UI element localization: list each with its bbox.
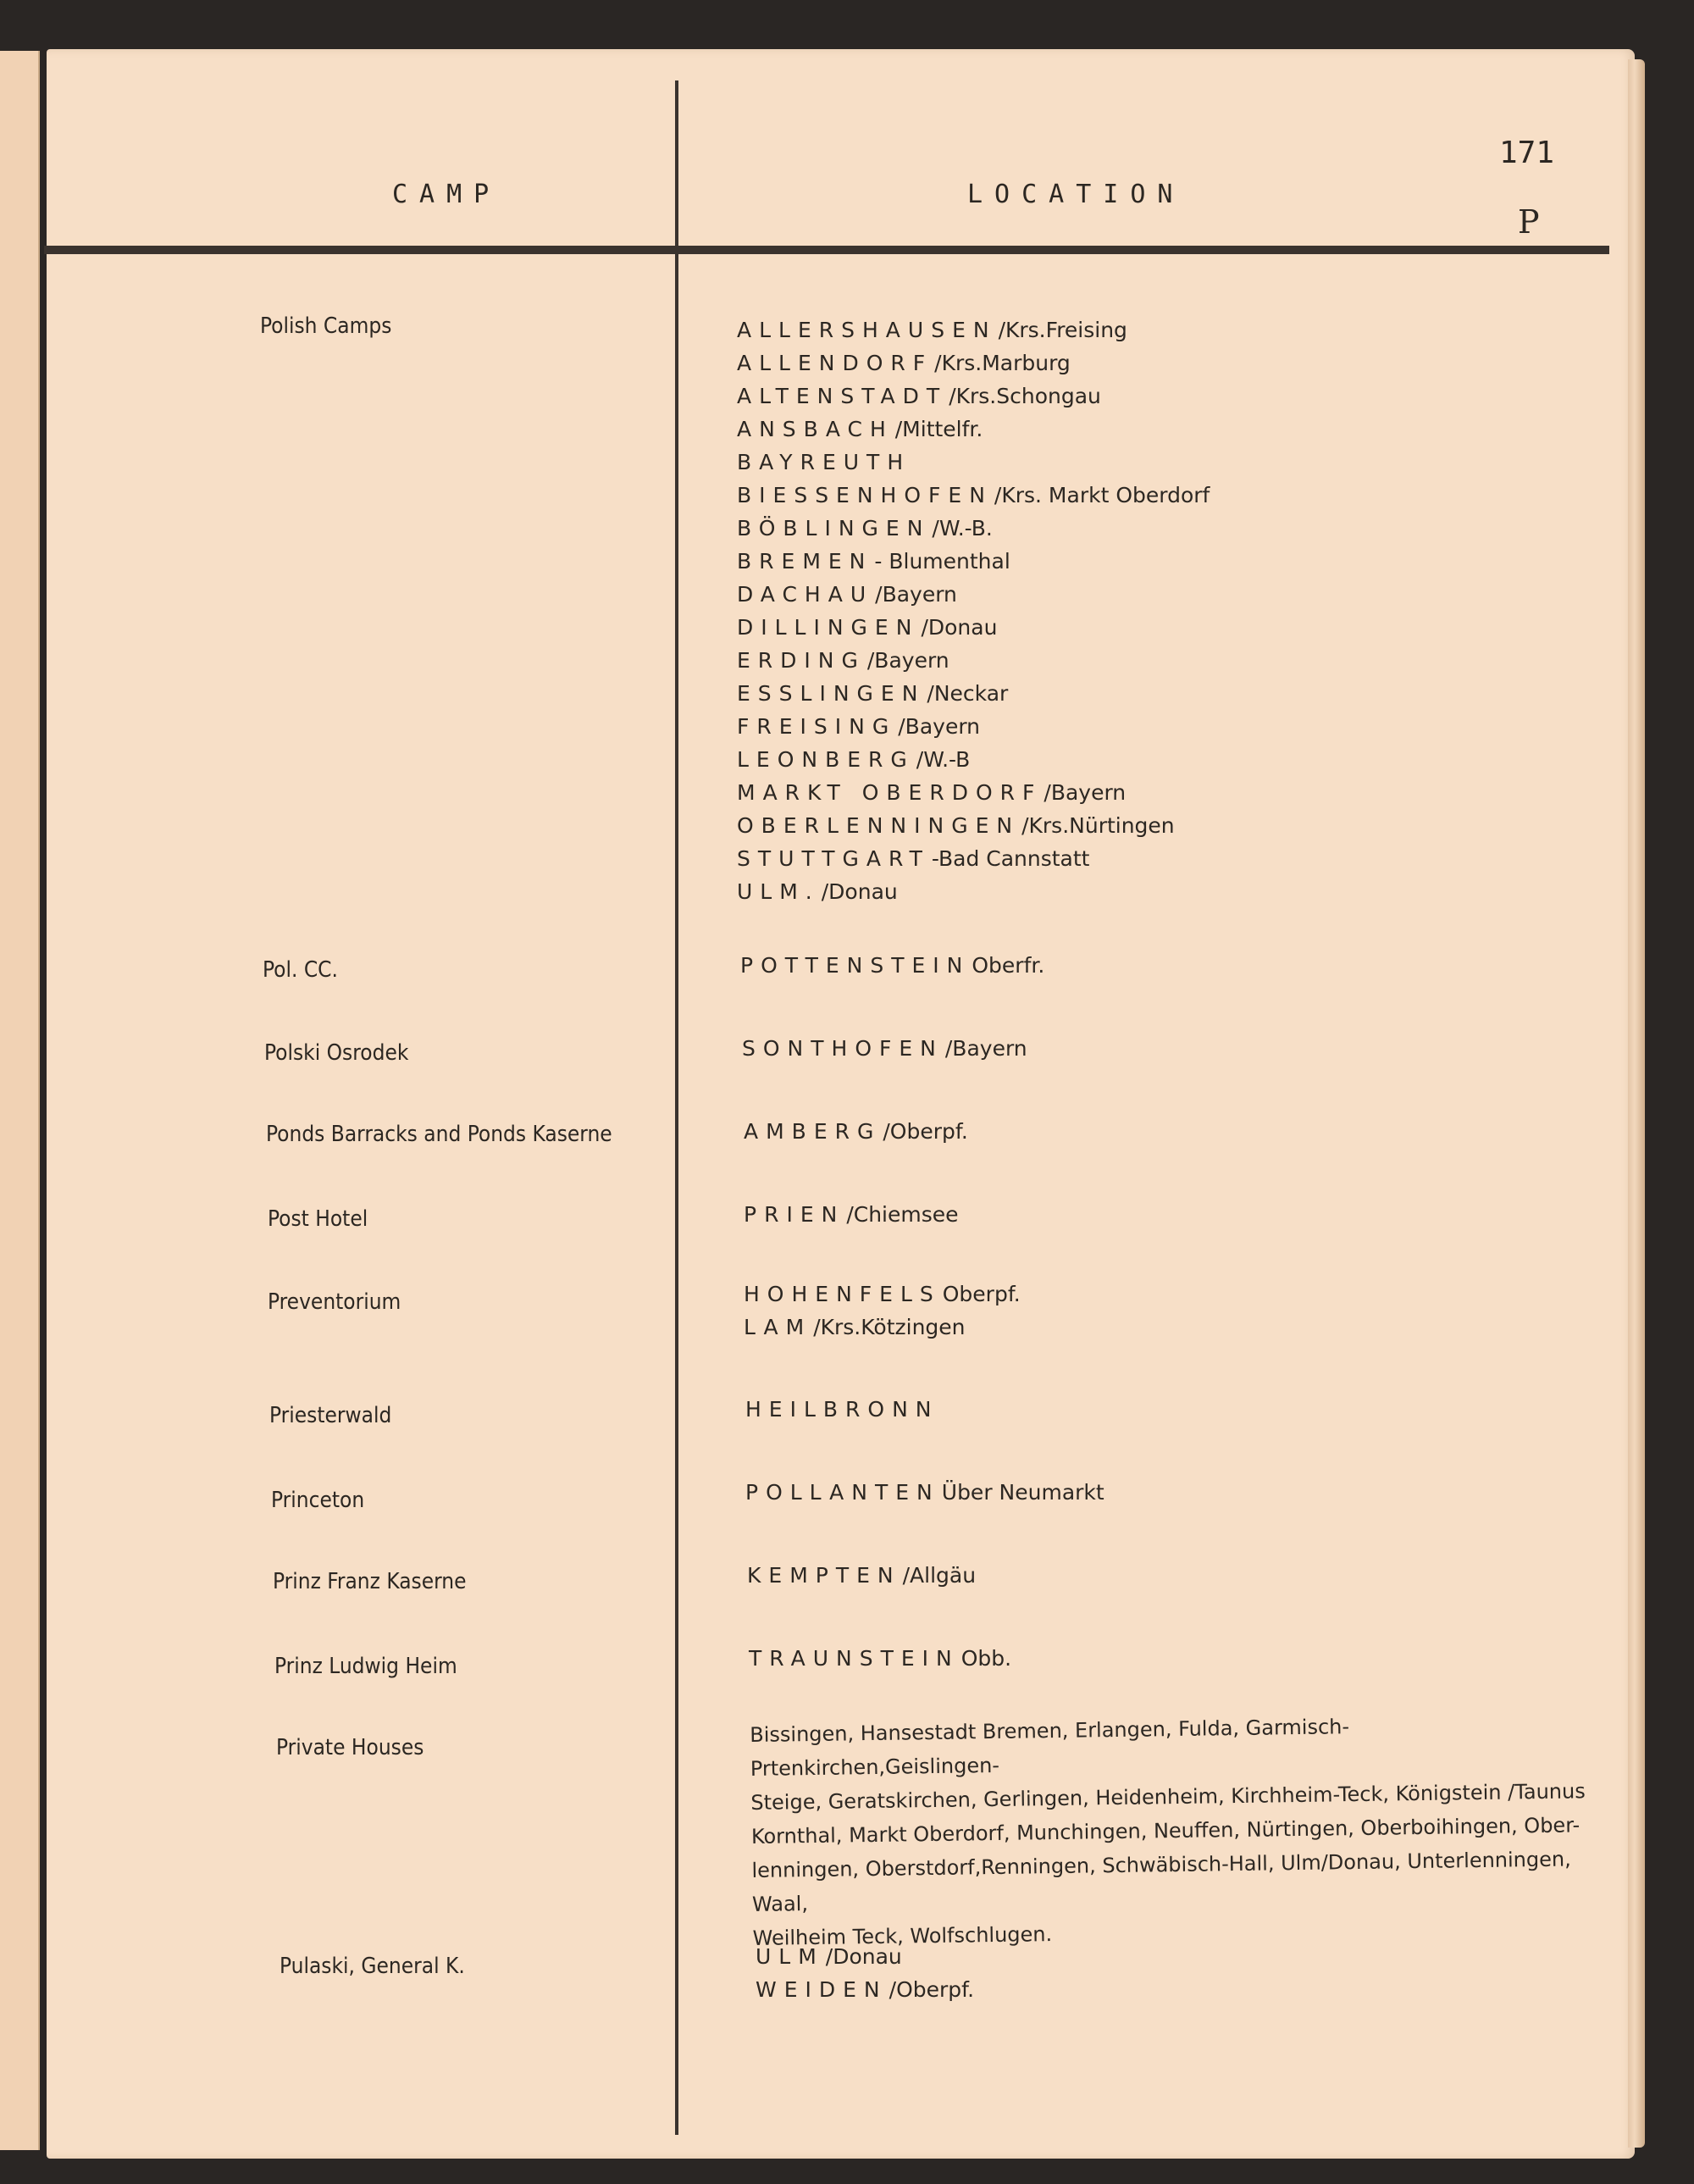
location-entry: LEONBERG/W.-B (737, 747, 971, 772)
location-entry: KEMPTEN/Allgäu (747, 1563, 977, 1588)
location-entry: OBERLENNINGEN/Krs.Nürtingen (737, 813, 1175, 838)
location-list (745, 1393, 941, 1426)
camp-column-header: CAMP (392, 180, 501, 209)
camp-name: Prinz Ludwig Heim (274, 1654, 457, 1679)
text-line: Weilheim Teck, Wolfschlugen. (752, 1922, 1053, 1950)
location-entry: BAYREUTH (737, 450, 911, 474)
location-list (742, 1032, 1027, 1065)
location-entry: ANSBACH/Mittelfr. (737, 417, 983, 441)
location-entry: SONTHOFEN/Bayern (742, 1036, 1027, 1061)
location-entry: ESSLINGEN/Neckar (737, 681, 1009, 706)
location-entry: WEIDEN/Oberpf. (756, 1977, 975, 2002)
page-number: 171 (1499, 136, 1555, 170)
private-houses-text (750, 1706, 1600, 1955)
location-entry: ALLENDORF/Krs.Marburg (737, 351, 1071, 375)
location-entry: DILLINGEN/Donau (737, 615, 998, 640)
location-list (744, 1115, 968, 1148)
location-entry: LAM/Krs.Kötzingen (744, 1315, 966, 1339)
location-entry: ALLERSHAUSEN/Krs.Freising (737, 318, 1127, 342)
location-entry: PRIEN/Chiemsee (744, 1202, 959, 1227)
camp-name: Polski Osrodek (264, 1040, 409, 1066)
location-entry: HOHENFELSOberpf. (744, 1282, 1021, 1306)
page-letter: P (1518, 203, 1540, 241)
location-list (737, 313, 1210, 908)
location-list (747, 1559, 976, 1592)
header-rule (44, 246, 1609, 254)
column-divider (675, 80, 678, 2135)
text-line: Kornthal, Markt Oberdorf, Munchingen, Neuffen, Nürtingen, Oberboihingen, Ober- (750, 1813, 1581, 1849)
text-line: Steige, Geratskirchen, Gerlingen, Heidenheim, Kirchheim-Teck, Königstein /Taunus (750, 1779, 1586, 1815)
previous-page-edge (0, 51, 40, 2150)
text-line: Bissingen, Hansestadt Bremen, Erlangen, Fulda, Garmisch-Prtenkirchen,Geislingen- (750, 1715, 1350, 1781)
page-stack-edge (1628, 59, 1645, 2148)
camp-name: Ponds Barracks and Ponds Kaserne (266, 1122, 612, 1147)
location-list (756, 1940, 974, 2006)
location-list (745, 1476, 1104, 1509)
camp-name: Preventorium (268, 1289, 401, 1315)
camp-name: Pol. CC. (263, 957, 338, 983)
location-entry: BÖBLINGEN/W.-B. (737, 516, 993, 540)
location-list (740, 949, 1044, 982)
location-entry: ULM./Donau (737, 879, 898, 904)
camp-name: Pulaski, General K. (280, 1954, 465, 1979)
location-entry: BREMEN- Blumenthal (737, 549, 1010, 574)
location-list (744, 1278, 1021, 1344)
location-entry: DACHAU/Bayern (737, 582, 957, 607)
location-entry: BIESSENHOFEN/Krs. Markt Oberdorf (737, 483, 1210, 507)
location-list (744, 1198, 959, 1231)
location-entry: AMBERG/Oberpf. (744, 1119, 968, 1144)
camp-name: Priesterwald (269, 1403, 392, 1428)
location-entry: TRAUNSTEINObb. (749, 1646, 1012, 1671)
location-entry: POLLANTENÜber Neumarkt (745, 1480, 1104, 1505)
camp-name: Post Hotel (268, 1206, 368, 1232)
location-entry: HEILBRONN (745, 1397, 939, 1422)
camp-name: Prinz Franz Kaserne (273, 1569, 467, 1594)
location-entry: ALTENSTADT/Krs.Schongau (737, 384, 1101, 408)
text-line: lenningen, Oberstdorf,Renningen, Schwäbisch-Hall, Ulm/Donau, Unterlenningen, Waal, (751, 1847, 1571, 1916)
location-entry: FREISING/Bayern (737, 714, 981, 739)
location-entry: POTTENSTEINOberfr. (740, 953, 1045, 978)
camp-name: Private Houses (276, 1735, 424, 1760)
location-column-header: LOCATION (967, 180, 1185, 209)
location-entry: STUTTGART-Bad Cannstatt (737, 846, 1090, 871)
location-entry: ERDING/Bayern (737, 648, 949, 673)
camp-name: Polish Camps (260, 313, 392, 339)
location-list (749, 1642, 1011, 1675)
camp-name: Princeton (271, 1488, 365, 1513)
location-entry: MARKT OBERDORF/Bayern (737, 780, 1127, 805)
location-entry: ULM/Donau (756, 1944, 902, 1969)
